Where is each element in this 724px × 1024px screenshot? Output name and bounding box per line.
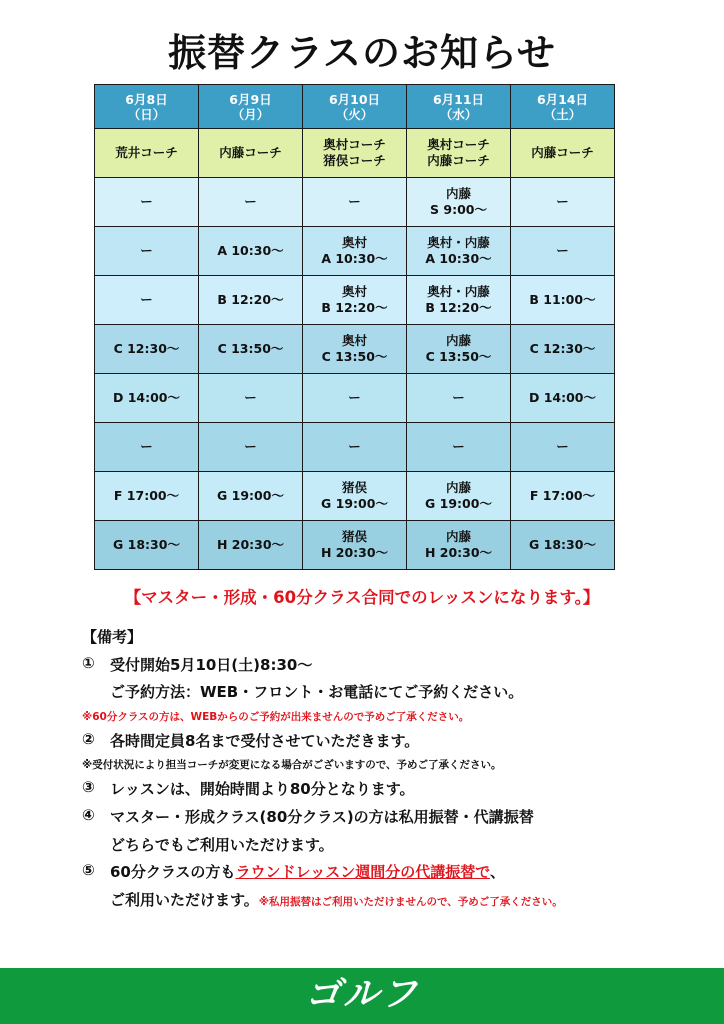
time-slot-row [95,423,615,472]
time-slot-row [95,472,615,521]
time-slot-cell-line: ー [452,439,465,454]
time-slot-cell [95,227,199,276]
time-slot-row [95,276,615,325]
remark-2-note: ※受付状況により担当コーチが変更になる場合がございますので、予めご了承ください。 [82,759,502,771]
time-slot-cell-line: 猪俣 [341,480,367,495]
time-slot-cell-line: B 11:00～ [529,292,596,307]
time-slot-cell-line: 奥村 [341,235,367,250]
date-header-row [95,85,615,129]
remarks-heading: 【備考】 [82,628,143,646]
time-slot-cell [407,276,511,325]
coach-cell-line: 猪俣コーチ [323,153,386,168]
time-slot-cell-line: 内藤 [445,480,471,495]
time-slot-cell-line: S 9:00～ [430,202,487,217]
time-slot-cell [511,325,615,374]
time-slot-cell [199,325,303,374]
time-slot-cell-line: B 12:20～ [321,300,388,315]
time-slot-cell-line: ー [140,439,153,454]
time-slot-cell [303,178,407,227]
time-slot-cell [511,276,615,325]
time-slot-cell-line: 内藤 [445,333,471,348]
time-slot-cell-line: 内藤 [445,186,471,201]
remark-5-line2 [110,889,563,910]
time-slot-cell-line: ー [348,439,361,454]
time-slot-cell-line: ー [244,390,257,405]
date-header-cell [95,85,199,129]
coach-cell [407,129,511,178]
weekday-label: （月） [231,106,270,122]
time-slot-row [95,325,615,374]
time-slot-cell-line: C 13:50～ [217,341,284,356]
coach-cell-line: 内藤コーチ [219,145,282,160]
date-header-cell [511,85,615,129]
weekday-label: （土） [543,106,582,122]
time-slot-cell [511,178,615,227]
date-label: 6月9日 [229,91,272,107]
time-slot-cell [95,521,199,570]
time-slot-cell-line: H 20:30～ [320,545,389,560]
time-slot-cell-line: F 17:00～ [529,488,596,503]
time-slot-cell [511,472,615,521]
time-slot-cell [199,374,303,423]
time-slot-cell [95,423,199,472]
time-slot-cell-line: F 17:00～ [113,488,180,503]
weekday-label: （水） [439,106,478,122]
time-slot-cell [407,521,511,570]
time-slot-cell [303,521,407,570]
time-slot-cell [199,521,303,570]
time-slot-cell [303,423,407,472]
page-title: 振替クラスのお知らせ [168,31,556,75]
time-slot-cell [95,325,199,374]
time-slot-cell [199,227,303,276]
remark-5-text-c: 、 [490,863,506,881]
time-slot-cell-line: C 12:30～ [113,341,180,356]
time-slot-cell-line: 猪俣 [341,529,367,544]
time-slot-cell-line: D 14:00～ [528,390,597,405]
time-slot-cell [95,472,199,521]
time-slot-cell-line: A 10:30～ [321,251,388,266]
date-header-cell [303,85,407,129]
coach-cell-line: 奥村コーチ [427,137,490,152]
time-slot-cell [407,374,511,423]
date-label: 6月11日 [432,91,485,107]
time-slot-cell [407,325,511,374]
time-slot-cell [95,374,199,423]
time-slot-cell-line: ー [556,243,569,258]
coach-row [95,129,615,178]
remark-2-text: 各時間定員8名まで受付させていただきます。 [110,732,420,750]
coach-cell-line: 内藤コーチ [531,145,594,160]
coach-cell-line: 内藤コーチ [427,153,490,168]
time-slot-cell [407,178,511,227]
date-label: 6月10日 [328,91,381,107]
time-slot-cell-line: C 12:30～ [529,341,596,356]
time-slot-cell-line: D 14:00～ [112,390,181,405]
date-label: 6月8日 [125,91,168,107]
time-slot-cell-line: B 12:20～ [425,300,492,315]
time-slot-cell-line: ー [348,390,361,405]
time-slot-cell [199,276,303,325]
time-slot-cell [95,178,199,227]
time-slot-cell-line: 奥村・内藤 [427,235,490,250]
remark-2-number: ② [82,730,95,748]
remark-4-text: マスター・形成クラス(80分クラス)の方は私用振替・代講振替 [110,808,534,826]
time-slot-cell-line: G 18:30～ [113,537,180,552]
remark-1-method: ご予約方法：WEB・フロント・お電話にてご予約ください。 [110,683,524,701]
time-slot-cell [511,521,615,570]
golf-logo: ゴルフ [304,974,419,1015]
time-slot-cell-line: 内藤 [445,529,471,544]
weekday-label: （日） [127,106,166,122]
time-slot-cell-line: H 20:30～ [216,537,285,552]
remark-4-line2: どちらでもご利用いただけます。 [110,836,334,854]
time-slot-cell-line: G 19:00～ [321,496,388,511]
time-slot-cell [407,227,511,276]
time-slot-row [95,178,615,227]
time-slot-cell [511,227,615,276]
remark-5-warning: ※私用振替はご利用いただけませんので、予めご了承ください。 [258,896,563,908]
coach-cell [511,129,615,178]
time-slot-cell-line: ー [140,292,153,307]
time-slot-cell [199,472,303,521]
remark-1-number: ① [82,654,95,672]
time-slot-row [95,227,615,276]
coach-cell [303,129,407,178]
time-slot-cell-line: C 13:50～ [321,349,388,364]
time-slot-cell [303,325,407,374]
time-slot-cell-line: G 18:30～ [529,537,596,552]
time-slot-cell [511,374,615,423]
coach-cell-line: 荒井コーチ [115,145,178,160]
coach-cell-line: 奥村コーチ [323,137,386,152]
joint-lesson-notice: 【マスター・形成・60分クラス合同でのレッスンになります。】 [124,588,600,607]
time-slot-cell [303,472,407,521]
time-slot-cell [511,423,615,472]
time-slot-cell-line: G 19:00～ [217,488,284,503]
time-slot-cell-line: ー [140,194,153,209]
time-slot-cell [199,178,303,227]
coach-cell [199,129,303,178]
remark-5-highlight: ラウンドレッスン週間分の代講振替で [235,863,490,881]
weekday-label: （火） [335,106,374,122]
coach-cell [95,129,199,178]
date-label: 6月14日 [536,91,589,107]
time-slot-cell [303,227,407,276]
time-slot-cell-line: ー [140,243,153,258]
time-slot-cell-line: ー [244,439,257,454]
time-slot-cell-line: B 12:20～ [217,292,284,307]
remark-1-warning: ※60分クラスの方は、WEBからのご予約が出来ませんので予めご了承ください。 [82,711,470,723]
time-slot-cell-line: C 13:50～ [425,349,492,364]
date-header-cell [407,85,511,129]
time-slot-cell-line: ー [348,194,361,209]
remark-5-text [110,861,505,882]
time-slot-cell [407,423,511,472]
time-slot-cell-line: ー [452,390,465,405]
date-header-cell [199,85,303,129]
remark-5-number: ⑤ [82,861,95,879]
time-slot-cell-line: G 19:00～ [425,496,492,511]
time-slot-cell [303,276,407,325]
remark-3-number: ③ [82,778,95,796]
remark-1-text: 受付開始5月10日(土)8:30～ [110,656,313,674]
time-slot-cell [303,374,407,423]
time-slot-cell-line: H 20:30～ [424,545,493,560]
time-slot-cell-line: 奥村・内藤 [427,284,490,299]
time-slot-row [95,374,615,423]
remark-5-text-a: 60分クラスの方も [110,863,236,881]
time-slot-cell [407,472,511,521]
schedule-table [94,84,615,570]
time-slot-cell [95,276,199,325]
footer-bar [0,968,724,1024]
time-slot-cell-line: A 10:30～ [217,243,284,258]
time-slot-cell-line: ー [556,194,569,209]
time-slot-cell-line: ー [244,194,257,209]
time-slot-cell-line: 奥村 [341,284,367,299]
time-slot-cell-line: 奥村 [341,333,367,348]
time-slot-cell-line: A 10:30～ [425,251,492,266]
time-slot-cell [199,423,303,472]
remark-4-number: ④ [82,806,95,824]
remark-5-line2-text: ご利用いただけます。 [110,891,259,909]
remark-3-text: レッスンは、開始時間より80分となります。 [110,780,415,798]
time-slot-row [95,521,615,570]
time-slot-cell-line: ー [556,439,569,454]
